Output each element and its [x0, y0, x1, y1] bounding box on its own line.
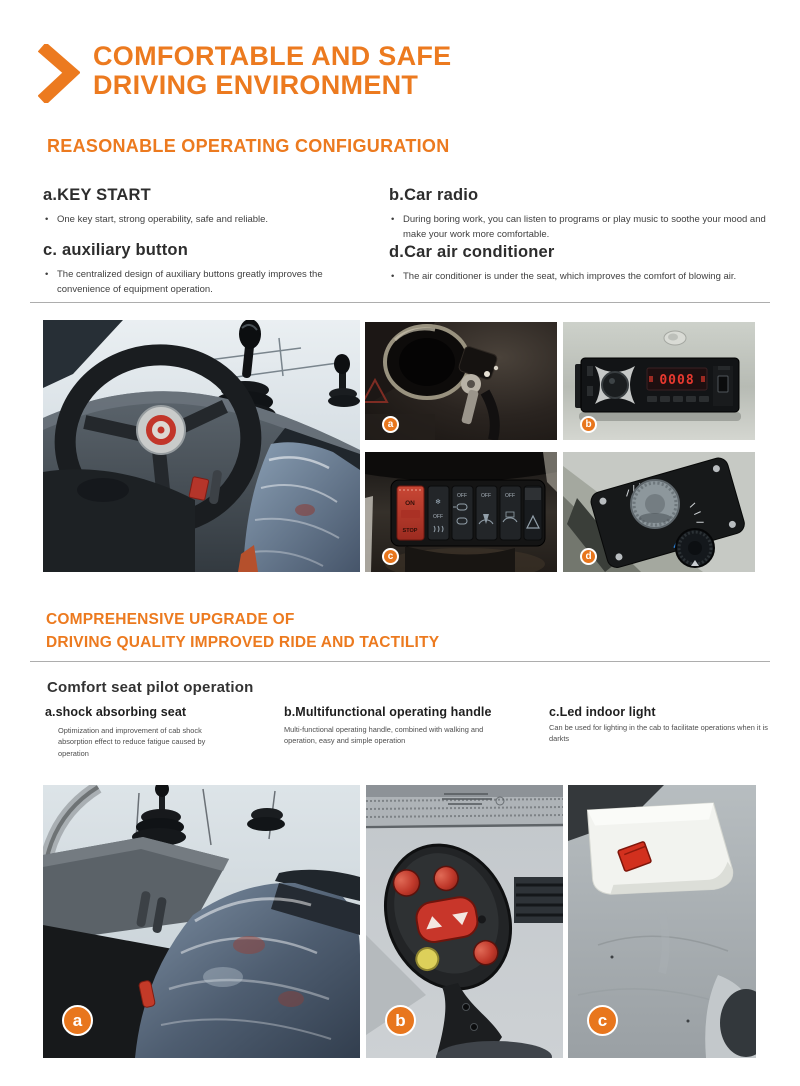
photo-badge: d: [580, 548, 597, 565]
switch-label-off: OFF: [433, 514, 443, 520]
ac-fan-knob: [631, 480, 679, 528]
volume-knob: [602, 372, 628, 398]
photo-switch-panel: [365, 452, 557, 572]
divider: [30, 661, 770, 662]
switch-label-off: OFF: [505, 493, 515, 499]
photo-led-light: [568, 785, 756, 1058]
section2-heading-line1: COMPREHENSIVE UPGRADE OF: [46, 611, 295, 628]
photo-ac-control: [563, 452, 755, 572]
switch-lights: [452, 486, 473, 540]
photo-key-start: [365, 322, 557, 440]
switch-fan: [428, 486, 449, 540]
switch-label-stop: STOP: [402, 528, 418, 534]
brand-chevron-icon: [38, 44, 80, 100]
feature-desc: Can be used for lighting in the cab to facilitate operations when it is darkts: [549, 723, 768, 744]
divider: [30, 302, 770, 303]
section2-subheading: Comfort seat pilot operation: [47, 679, 254, 696]
page-title-line1: COMFORTABLE AND SAFE: [93, 41, 452, 71]
feature-title: d.Car air conditioner: [389, 243, 555, 261]
switch-label-off: OFF: [457, 493, 467, 499]
photo-badge: c: [587, 1005, 618, 1036]
feature-air-conditioner: [389, 243, 767, 284]
section2-heading-line2: DRIVING QUALITY IMPROVED RIDE AND TACTILITY: [46, 634, 440, 651]
usb-port: [718, 376, 728, 392]
photo-car-radio: [563, 322, 755, 440]
feature-operating-handle: [284, 705, 534, 747]
feature-title: b.Car radio: [389, 186, 479, 204]
page-title: [93, 42, 451, 100]
switch-label-on: ON: [405, 500, 415, 507]
feature-title: a.KEY START: [43, 186, 151, 204]
photo-shock-seat: [43, 785, 360, 1058]
photo-badge: a: [382, 416, 399, 433]
photo-operating-handle: [366, 785, 563, 1058]
page-title-line2: DRIVING ENVIRONMENT: [93, 70, 419, 100]
feature-title: c. auxiliary button: [43, 241, 188, 259]
photo-badge: a: [62, 1005, 93, 1036]
feature-title: a.shock absorbing seat: [45, 705, 187, 719]
feature-key-start: [43, 186, 378, 227]
feature-title: b.Multifunctional operating handle: [284, 705, 492, 719]
svg-text:❄: ❄: [435, 499, 441, 506]
radio-unit: [575, 358, 739, 412]
photo-badge: b: [580, 416, 597, 433]
switch-rear-wiper: [500, 486, 521, 540]
radio-display-value: 0008: [659, 373, 695, 388]
radio-buttons: [647, 396, 709, 402]
feature-led-light: [549, 705, 774, 745]
feature-shock-seat: [45, 705, 265, 759]
feature-desc: Multi-functional operating handle, combined with walking and operation, easy and simple operation: [284, 725, 484, 746]
photo-badge: c: [382, 548, 399, 565]
photo-badge: b: [385, 1005, 416, 1036]
feature-bullet: • The air conditioner is under the seat, which improves the comfort of blowing air.: [389, 269, 767, 284]
switch-label-off: OFF: [481, 493, 491, 499]
feature-bullet: • One key start, strong operability, safe and reliable.: [43, 212, 378, 227]
switch-hazard: [524, 486, 542, 540]
feature-bullet: • During boring work, you can listen to programs or play music to soothe your mood and make your work more comfortable.: [389, 212, 767, 242]
feature-auxiliary-button: [43, 241, 363, 297]
feature-title: c.Led indoor light: [549, 705, 656, 719]
feature-car-radio: [389, 186, 767, 242]
ac-temp-knob: [675, 529, 714, 567]
feature-desc: Optimization and improvement of cab shock absorption effect to reduce fatigue caused by operation: [58, 726, 206, 758]
photo-cab-interior: [43, 320, 360, 572]
switch-main-power: [397, 486, 424, 540]
led-lamp: [585, 796, 734, 902]
switch-front-wiper: [476, 486, 497, 540]
section1-heading: REASONABLE OPERATING CONFIGURATION: [47, 136, 450, 156]
feature-bullet: • The centralized design of auxiliary buttons greatly improves the convenience of equipment operation.: [43, 267, 363, 297]
